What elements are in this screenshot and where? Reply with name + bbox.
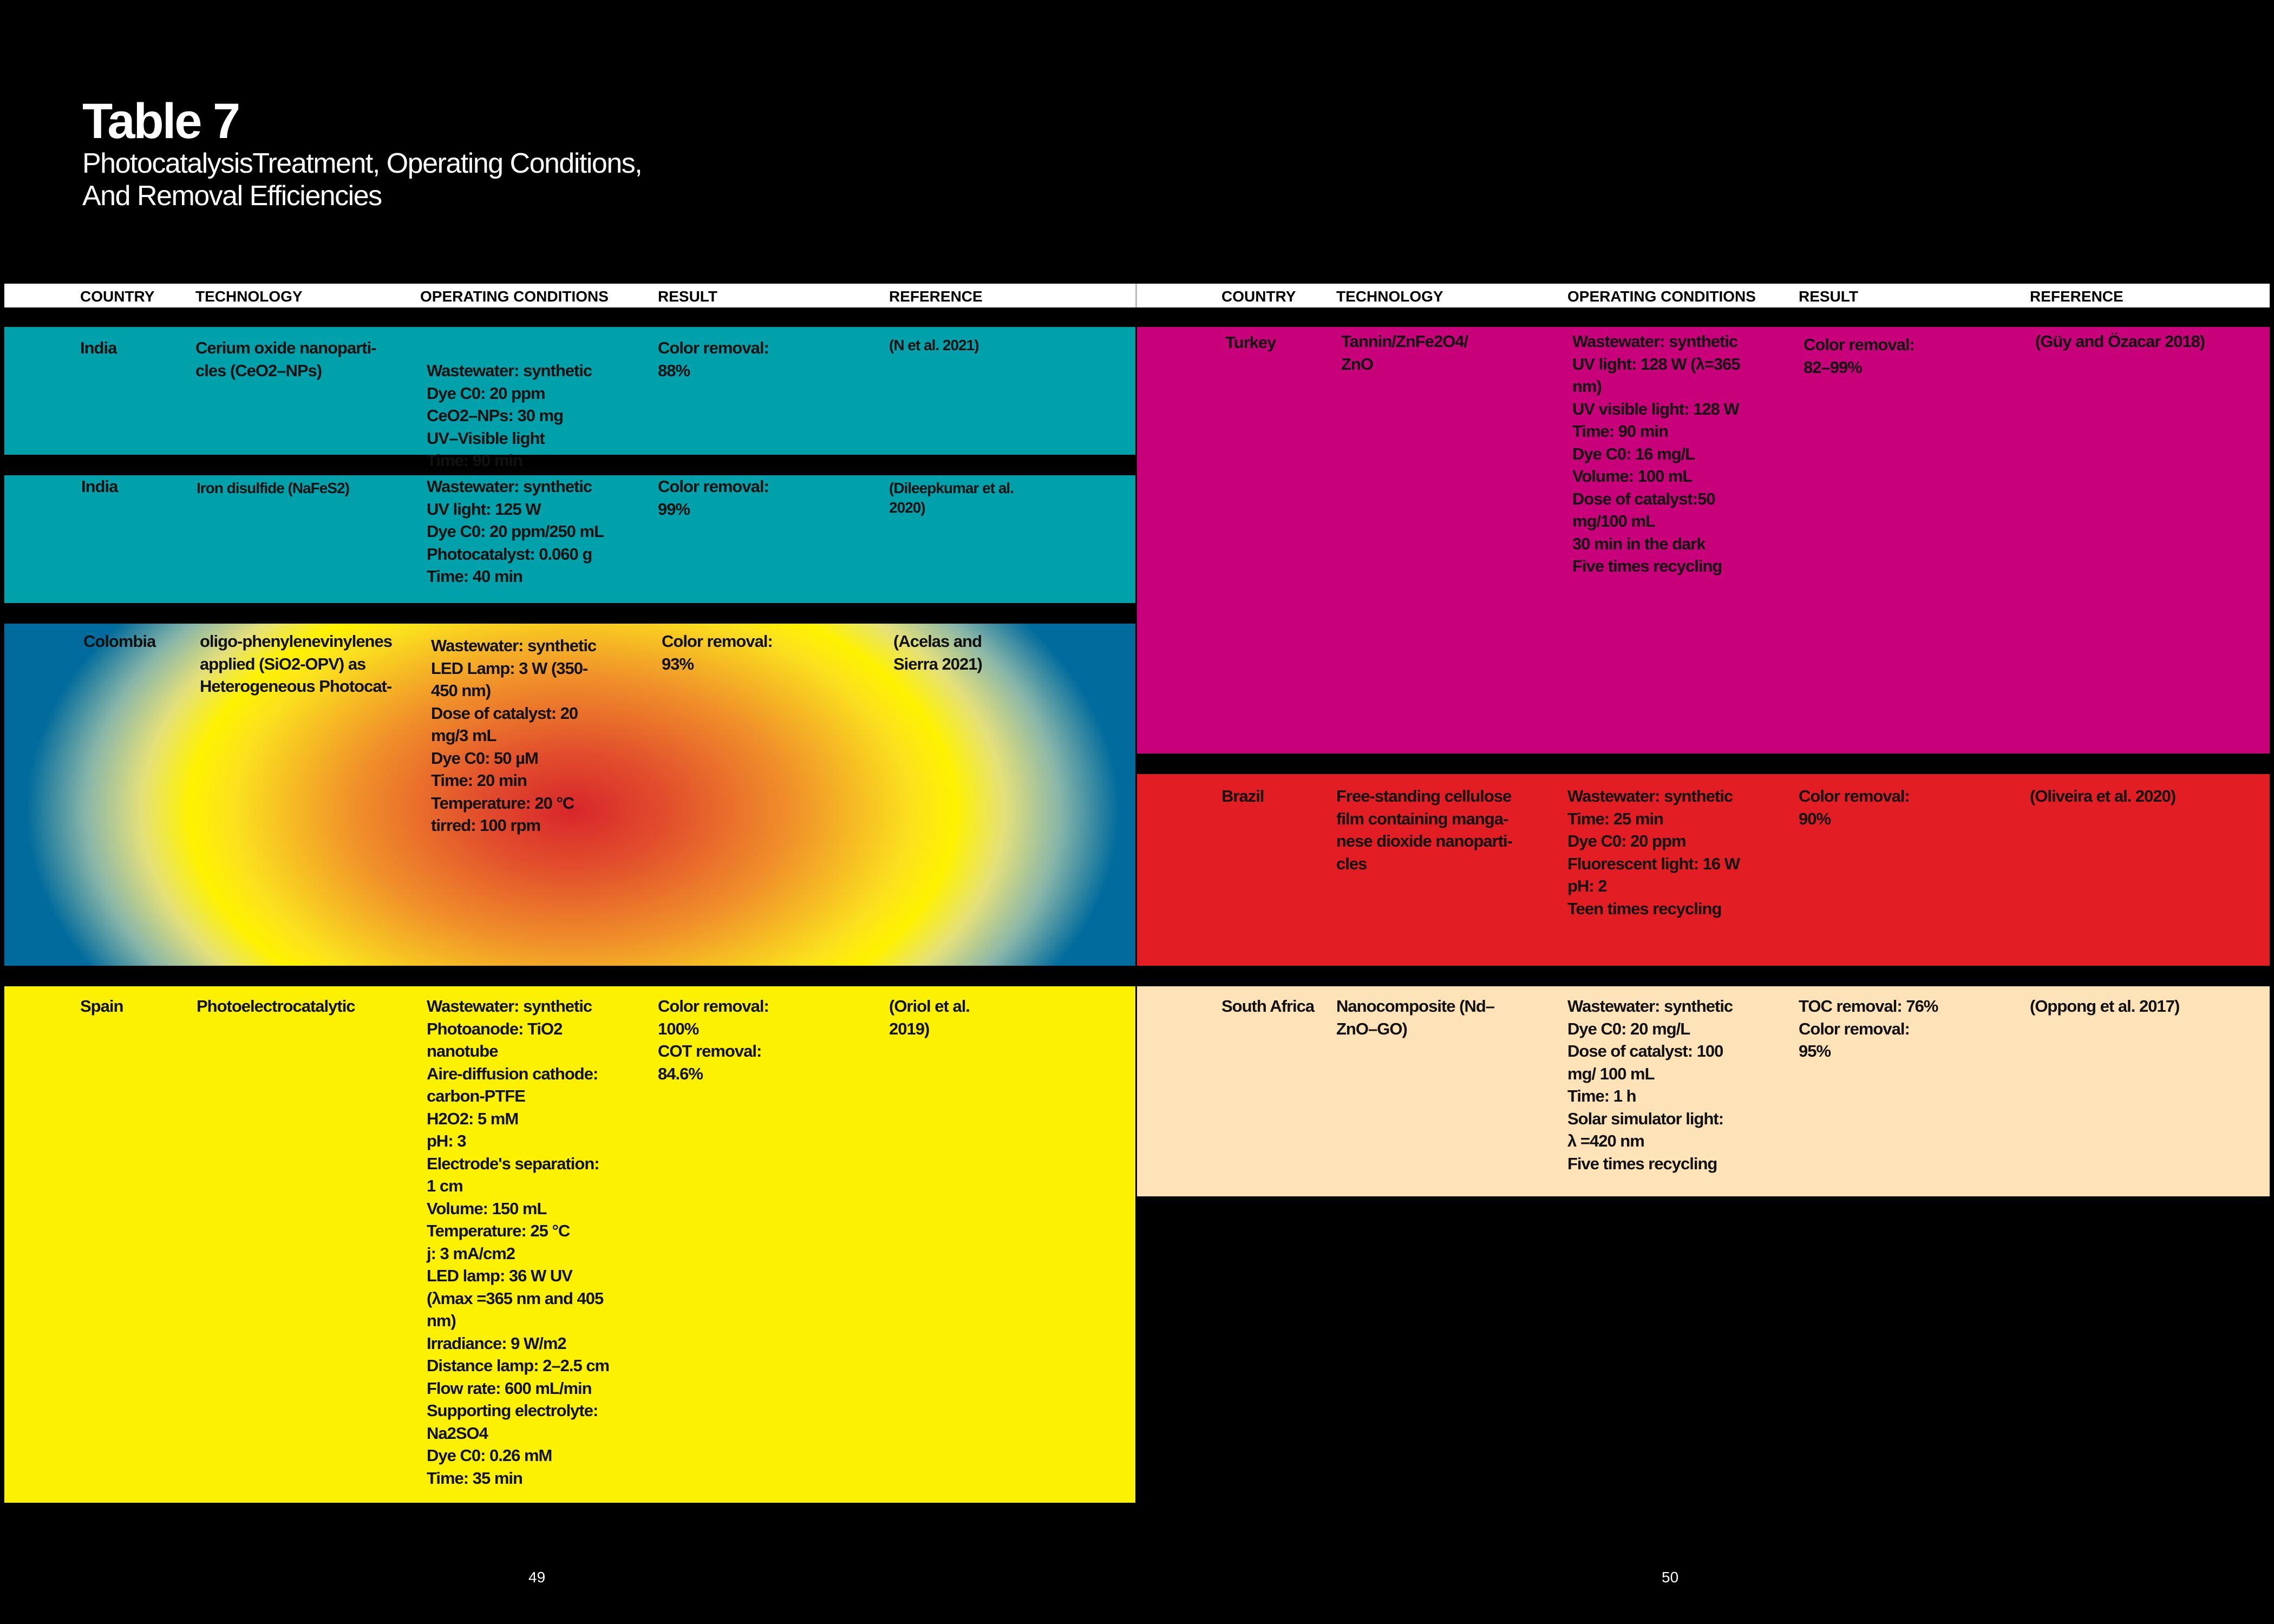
technology-cell: Photoelectrocatalytic [197, 997, 355, 1016]
table-subtitle-line-1: PhotocatalysisTreatment, Operating Conditions, [82, 148, 642, 179]
table-row [4, 986, 1135, 1503]
page-number-right: 50 [1662, 1569, 1679, 1586]
table-row [4, 624, 1135, 966]
country-cell: South Africa [1221, 997, 1315, 1016]
header-reference: REFERENCE [889, 288, 983, 305]
header-result: RESULT [658, 288, 717, 305]
conditions-cell: Wastewater: synthetic Dye C0: 20 ppm CeO2–NPs: 30 mg UV–Visible light Time: 90 min [427, 361, 592, 470]
conditions-cell: Wastewater: synthetic UV light: 125 W Dye C0: 20 ppm/250 mL Photocatalyst: 0.060 g Time: 40 min [427, 477, 604, 586]
header-technology: TECHNOLOGY [1336, 288, 1443, 305]
reference-cell: (Acelas and Sierra 2021) [893, 632, 982, 673]
header-reference: REFERENCE [2030, 288, 2123, 305]
title-block [82, 96, 642, 211]
country-cell: Turkey [1225, 333, 1276, 352]
technology-cell: Cerium oxide nanoparti- cles (CeO2–NPs) [195, 338, 376, 380]
country-cell: India [80, 338, 117, 357]
country-cell: Brazil [1221, 787, 1264, 806]
header-row-left [4, 284, 1135, 307]
result-cell: Color removal: 88% [658, 338, 769, 380]
country-cell: Spain [80, 997, 123, 1016]
result-cell: Color removal: 90% [1799, 787, 1910, 828]
conditions-cell: Wastewater: synthetic Dye C0: 20 mg/L Dose of catalyst: 100 mg/ 100 mL Time: 1 h Solar simulator light: λ =420 nm Five times recycling [1567, 997, 1733, 1173]
table-row [4, 327, 1135, 470]
technology-cell: oligo-phenylenevinylenes applied (SiO2-OPV) as Heterogeneous Photocat- [200, 632, 392, 696]
conditions-cell: Wastewater: synthetic Photoanode: TiO2 nanotube Aire-diffusion cathode: carbon-PTFE H2O2: 5 mM pH: 3 Electrode's separation: 1 cm Volume: 150 mL Temperature: 25 °C j: 3 mA/cm2 LED lamp: 36 W UV (λmax =365 nm and 405 nm) Irradiance: 9 W/m2 Distance lamp: 2–2.5 cm Flow rate: 600 mL/min Supporting electrolyte: Na2SO4 Dye C0: 0.26 mM Time: 35 min [427, 997, 610, 1488]
technology-cell: Iron disulfide (NaFeS2) [197, 480, 349, 496]
reference-cell: (Oppong et al. 2017) [2030, 997, 2180, 1016]
result-cell: Color removal: 99% [658, 477, 769, 519]
conditions-cell: Wastewater: synthetic LED Lamp: 3 W (350- 450 nm) Dose of catalyst: 20 mg/3 mL Dye C0: 50 µM Time: 20 min Temperature: 20 °C tirred: 100 rpm [431, 636, 597, 835]
reference-cell: (N et al. 2021) [889, 337, 979, 353]
table-row [1137, 986, 2270, 1196]
result-cell: TOC removal: 76% Color removal: 95% [1799, 997, 1938, 1060]
reference-cell: (Güy and Özacar 2018) [2035, 332, 2205, 351]
header-conditions: OPERATING CONDITIONS [1567, 288, 1756, 305]
header-country: COUNTRY [1221, 288, 1296, 305]
table-row [1137, 327, 2270, 754]
country-cell: Colombia [83, 632, 156, 651]
conditions-cell: Wastewater: synthetic Time: 25 min Dye C0: 20 ppm Fluorescent light: 16 W pH: 2 Teen times recycling [1567, 787, 1740, 918]
result-cell: Color removal: 82–99% [1803, 335, 1914, 377]
technology-cell: Tannin/ZnFe2O4/ ZnO [1341, 332, 1468, 374]
header-technology: TECHNOLOGY [195, 288, 303, 305]
table-subtitle-line-2: And Removal Efficiencies [82, 180, 382, 212]
technology-cell: Nanocomposite (Nd– ZnO–GO) [1336, 997, 1495, 1038]
header-result: RESULT [1799, 288, 1858, 305]
table-row [4, 475, 1135, 603]
header-row-right [1137, 284, 2270, 307]
result-cell: Color removal: 100% COT removal: 84.6% [658, 997, 769, 1083]
header-country: COUNTRY [80, 288, 155, 305]
reference-cell: (Oriol et al. 2019) [889, 997, 970, 1038]
country-cell: India [81, 477, 118, 496]
technology-cell: Free-standing cellulose film containing manga- nese dioxide nanoparti- cles [1336, 787, 1512, 873]
reference-cell: (Oliveira et al. 2020) [2030, 787, 2176, 806]
reference-cell: (Dileepkumar et al. 2020) [889, 480, 1014, 516]
table-title: Table 7 [82, 94, 239, 149]
result-cell: Color removal: 93% [662, 632, 773, 673]
page-number-left: 49 [528, 1569, 546, 1586]
table-row [1137, 774, 2270, 966]
header-conditions: OPERATING CONDITIONS [420, 288, 609, 305]
conditions-cell: Wastewater: synthetic UV light: 128 W (λ=365 nm) UV visible light: 128 W Time: 90 min Dye C0: 16 mg/L Volume: 100 mL Dose of catalyst:50 mg/100 mL 30 min in the dark Five times recycling [1572, 332, 1740, 575]
